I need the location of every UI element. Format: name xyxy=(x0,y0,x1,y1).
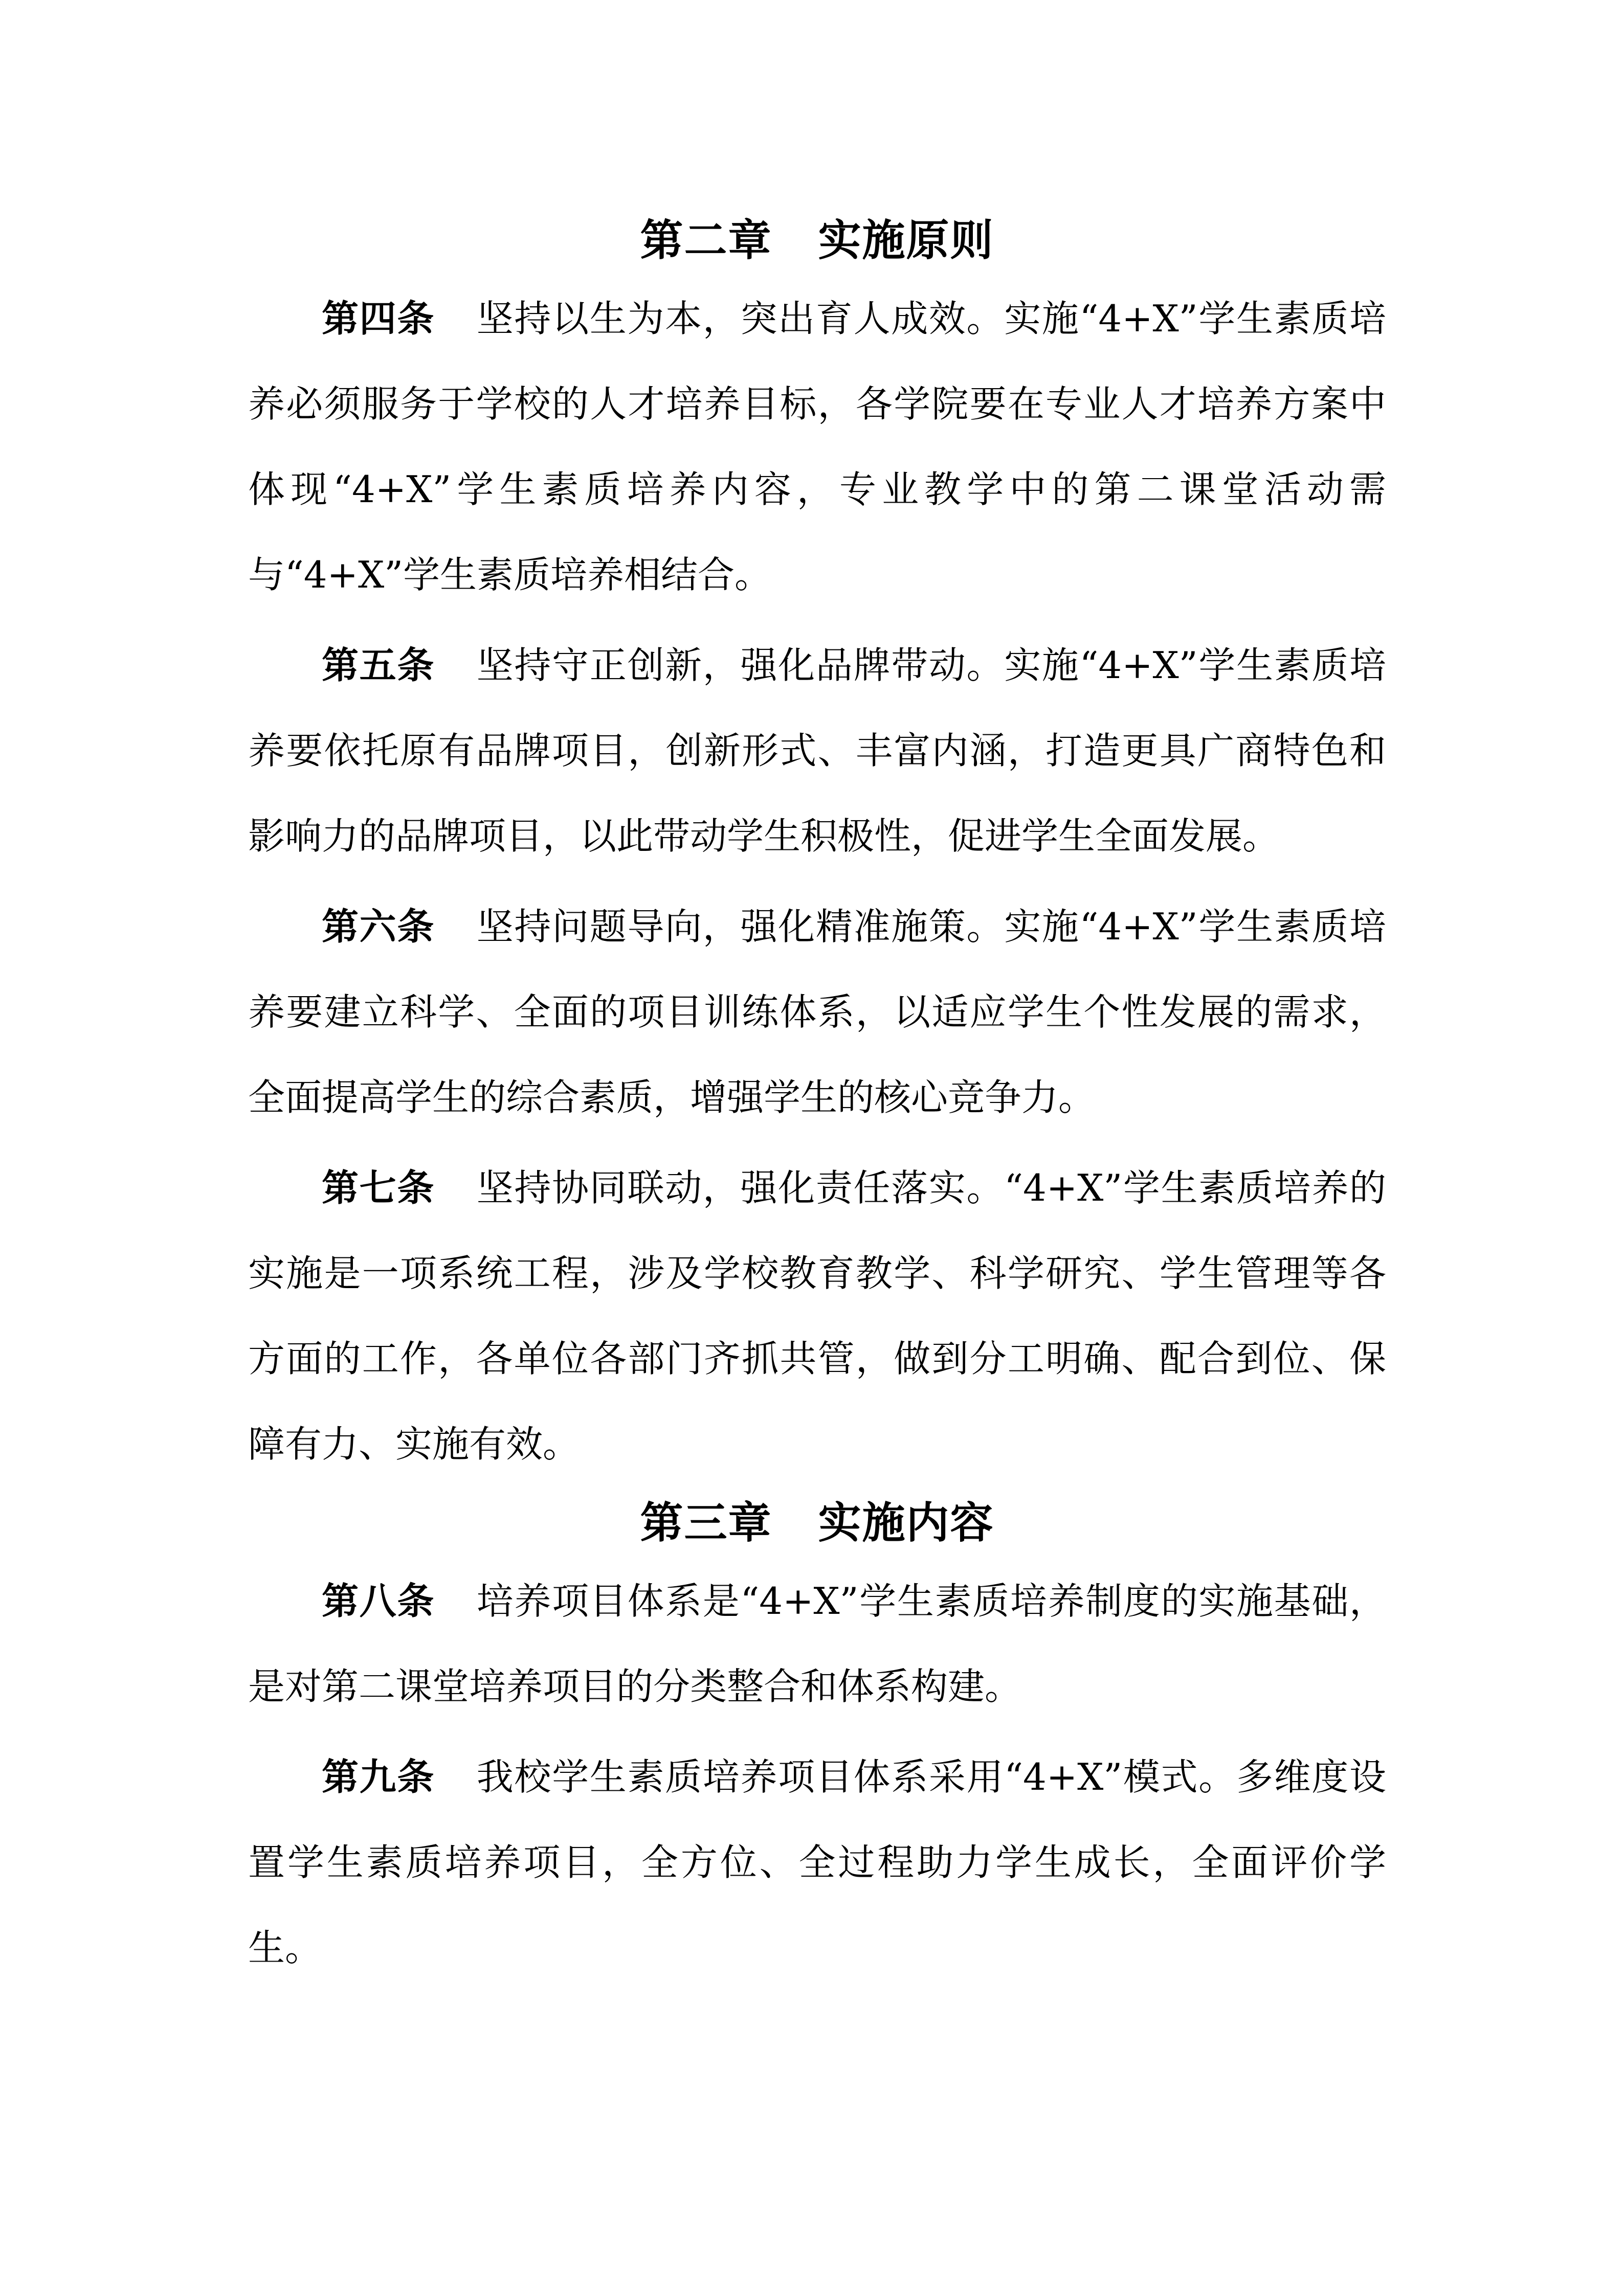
chapter-2-number: 第二章 xyxy=(640,215,772,265)
chapter-2-heading: 实施原则 xyxy=(818,215,994,265)
article-9-number: 第九条 xyxy=(322,1755,435,1798)
article-5 xyxy=(248,623,1386,879)
article-9 xyxy=(248,1735,1386,1991)
article-6-text: 坚持问题导向，强化精准施策。实施“4+X”学生素质培养要建立科学、全面的项目训练体系，以适应学生个性发展的需求，全面提高学生的综合素质，增强学生的核心竞争力。 xyxy=(248,905,1386,1119)
article-7-number: 第七条 xyxy=(322,1166,435,1209)
page-content xyxy=(248,205,1386,1991)
article-6-number: 第六条 xyxy=(322,905,435,948)
article-5-number: 第五条 xyxy=(322,644,435,687)
article-8 xyxy=(248,1559,1386,1729)
article-5-text: 坚持守正创新，强化品牌带动。实施“4+X”学生素质培养要依托原有品牌项目，创新形式、丰富内涵，打造更具广商特色和影响力的品牌项目，以此带动学生积极性，促进学生全面发展。 xyxy=(248,644,1386,858)
chapter-3-number: 第三章 xyxy=(640,1498,772,1548)
article-7-text: 坚持协同联动，强化责任落实。“4+X”学生素质培养的实施是一项系统工程，涉及学校教育教学、科学研究、学生管理等各方面的工作，各单位各部门齐抓共管，做到分工明确、配合到位、保障有力、实施有效。 xyxy=(248,1166,1386,1466)
article-4-number: 第四条 xyxy=(322,297,435,340)
article-8-text: 培养项目体系是“4+X”学生素质培养制度的实施基础，是对第二课堂培养项目的分类整合和体系构建。 xyxy=(248,1580,1386,1708)
article-7 xyxy=(248,1145,1386,1487)
chapter-3-title xyxy=(248,1487,1386,1559)
article-9-text: 我校学生素质培养项目体系采用“4+X”模式。多维度设置学生素质培养项目，全方位、全过程助力学生成长，全面评价学生。 xyxy=(248,1755,1386,1969)
article-8-number: 第八条 xyxy=(322,1580,435,1623)
chapter-3-heading: 实施内容 xyxy=(818,1498,994,1548)
chapter-2-title xyxy=(248,205,1386,276)
article-6 xyxy=(248,884,1386,1140)
article-4 xyxy=(248,276,1386,618)
article-4-text: 坚持以生为本，突出育人成效。实施“4+X”学生素质培养必须服务于学校的人才培养目标，各学院要在专业人才培养方案中体现“4+X”学生素质培养内容，专业教学中的第二课堂活动需与“4+X”学生素质培养相结合。 xyxy=(248,297,1386,596)
